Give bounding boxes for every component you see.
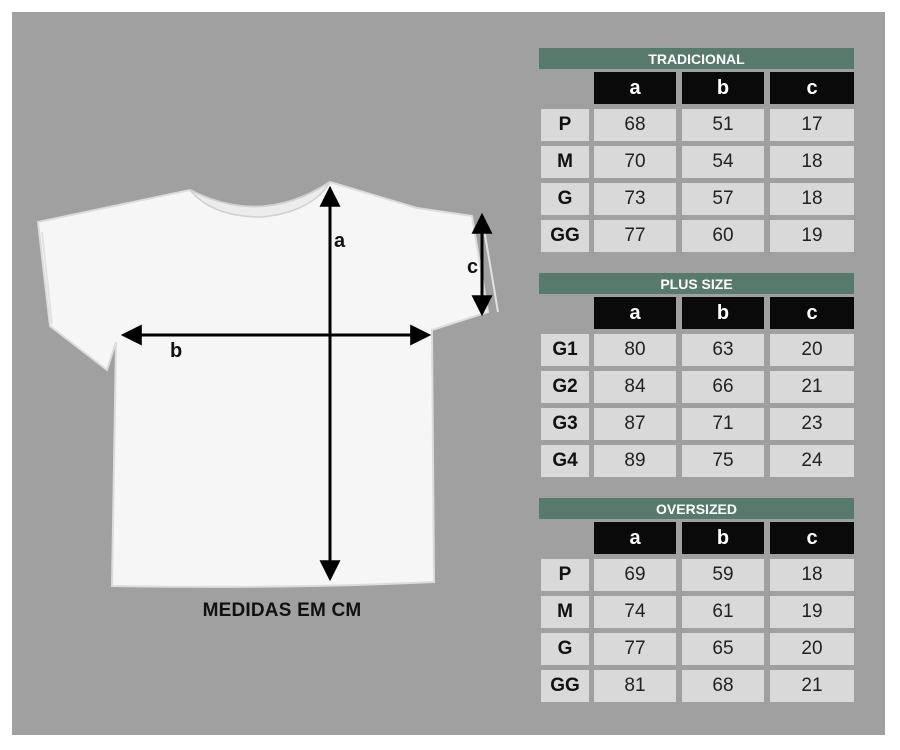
column-header-a: a: [594, 522, 676, 554]
table-plus-size: [539, 273, 854, 479]
value-cell: 70: [594, 146, 676, 178]
column-header-b: b: [682, 72, 764, 104]
dimension-a-label: a: [334, 230, 346, 252]
size-label: M: [541, 146, 589, 178]
value-cell: 75: [682, 445, 764, 477]
column-header-c: c: [770, 72, 854, 104]
size-label: P: [541, 559, 589, 591]
size-chart-panel: [12, 12, 885, 735]
value-cell: 65: [682, 633, 764, 665]
size-label: G: [541, 633, 589, 665]
size-label: P: [541, 109, 589, 141]
value-cell: 84: [594, 371, 676, 403]
value-cell: 69: [594, 559, 676, 591]
size-label: GG: [541, 220, 589, 252]
value-cell: 74: [594, 596, 676, 628]
value-cell: 19: [770, 596, 854, 628]
column-header-c: c: [770, 522, 854, 554]
measurement-unit-caption: MEDIDAS EM CM: [202, 600, 362, 621]
table-title: OVERSIZED: [539, 498, 854, 519]
size-label: GG: [541, 670, 589, 702]
value-cell: 51: [682, 109, 764, 141]
value-cell: 18: [770, 559, 854, 591]
value-cell: 23: [770, 408, 854, 440]
value-cell: 71: [682, 408, 764, 440]
value-cell: 60: [682, 220, 764, 252]
value-cell: 63: [682, 334, 764, 366]
value-cell: 20: [770, 633, 854, 665]
value-cell: 17: [770, 109, 854, 141]
value-cell: 61: [682, 596, 764, 628]
value-cell: 19: [770, 220, 854, 252]
value-cell: 54: [682, 146, 764, 178]
dimension-c-label: c: [467, 256, 479, 278]
value-cell: 59: [682, 559, 764, 591]
value-cell: 57: [682, 183, 764, 215]
value-cell: 77: [594, 633, 676, 665]
value-cell: 81: [594, 670, 676, 702]
table-tradicional: [539, 48, 854, 254]
column-header-b: b: [682, 522, 764, 554]
value-cell: 66: [682, 371, 764, 403]
column-header-a: a: [594, 297, 676, 329]
value-cell: 21: [770, 371, 854, 403]
value-cell: 18: [770, 146, 854, 178]
column-header-c: c: [770, 297, 854, 329]
value-cell: 21: [770, 670, 854, 702]
value-cell: 68: [594, 109, 676, 141]
size-label: G2: [541, 371, 589, 403]
column-header-b: b: [682, 297, 764, 329]
column-header-a: a: [594, 72, 676, 104]
size-label: G: [541, 183, 589, 215]
value-cell: 18: [770, 183, 854, 215]
value-cell: 89: [594, 445, 676, 477]
value-cell: 77: [594, 220, 676, 252]
value-cell: 20: [770, 334, 854, 366]
value-cell: 68: [682, 670, 764, 702]
size-label: G3: [541, 408, 589, 440]
value-cell: 24: [770, 445, 854, 477]
tshirt-shape: [38, 182, 488, 587]
table-oversized: [539, 498, 854, 704]
size-label: M: [541, 596, 589, 628]
size-label: G1: [541, 334, 589, 366]
value-cell: 80: [594, 334, 676, 366]
size-label: G4: [541, 445, 589, 477]
table-title: PLUS SIZE: [539, 273, 854, 294]
dimension-b-label: b: [170, 340, 183, 362]
table-title: TRADICIONAL: [539, 48, 854, 69]
value-cell: 87: [594, 408, 676, 440]
value-cell: 73: [594, 183, 676, 215]
